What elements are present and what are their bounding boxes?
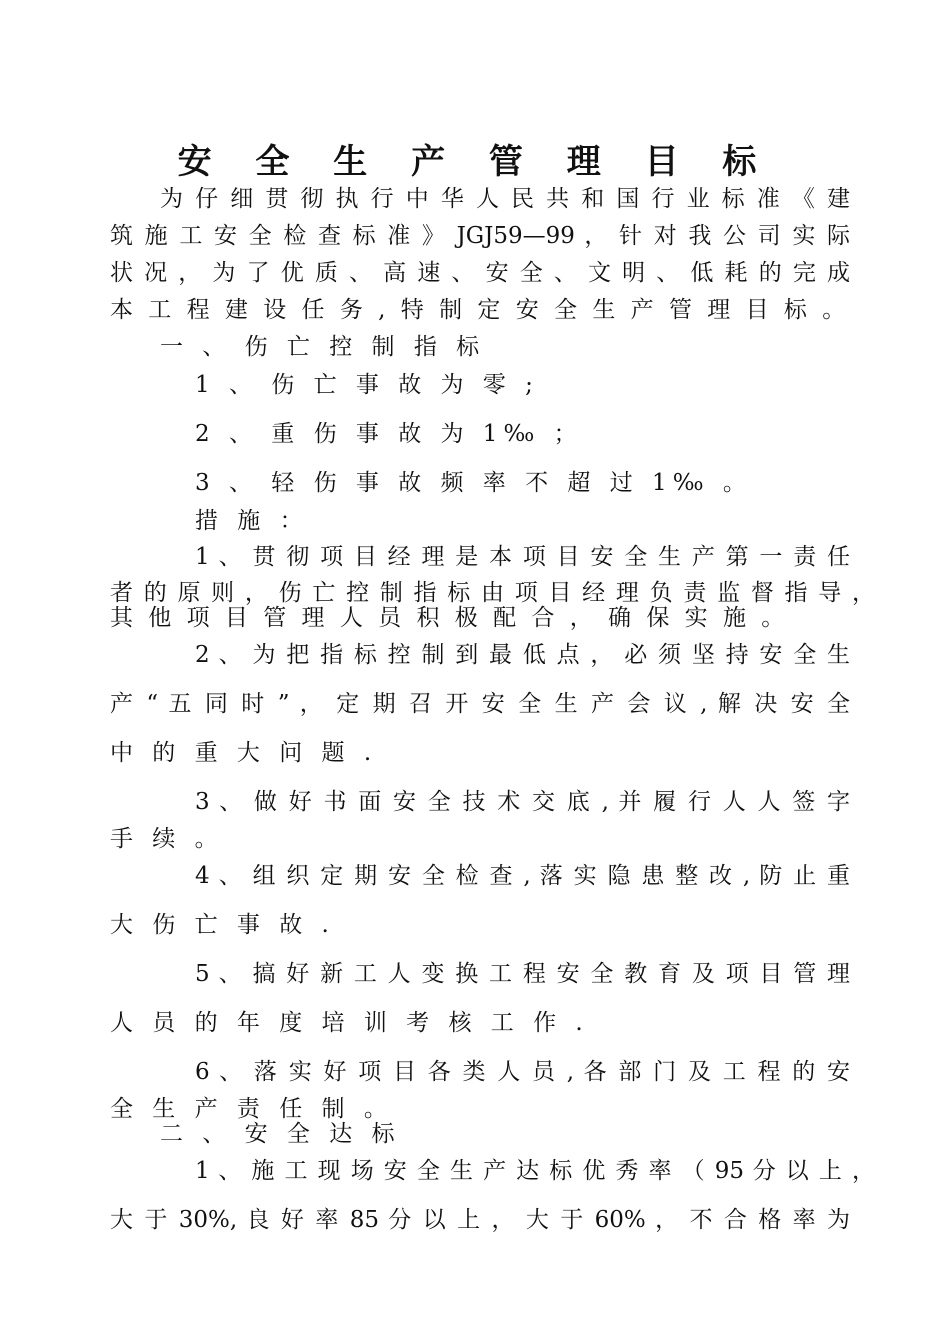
paragraph-line: 本 工 程 建 设 任 务 , 特 制 定 安 全 生 产 管 理 目 标 。	[110, 297, 850, 323]
section-heading: 二 、 安 全 达 标	[160, 1121, 401, 1147]
paragraph-line: 全 生 产 责 任 制 。	[110, 1096, 393, 1122]
paragraph-line: 6 、 落 实 好 项 目 各 类 人 员 , 各 部 门 及 工 程 的 安	[195, 1059, 850, 1085]
paragraph-line: 产 “ 五 同 时 ” ， 定 期 召 开 安 全 生 产 会 议 , 解 决 安 全	[110, 691, 850, 717]
list-item: 1 、 伤 亡 事 故 为 零 ;	[195, 372, 539, 398]
section-heading: 一 、 伤 亡 控 制 指 标	[160, 334, 486, 360]
paragraph-line: 大 伤 亡 事 故 .	[110, 912, 335, 938]
paragraph-line: 4 、 组 织 定 期 安 全 检 查 , 落 实 隐 患 整 改 , 防 止 重	[195, 863, 850, 889]
paragraph-line: 者 的 原 则 ， 伤 亡 控 制 指 标 由 项 目 经 理 负 责 监 督 指 导 ，	[110, 580, 875, 606]
paragraph-line: 2 、 为 把 指 标 控 制 到 最 低 点 ， 必 须 坚 持 安 全 生	[195, 642, 850, 668]
paragraph-line: 大 于 30%, 良 好 率 85 分 以 上 ， 大 于 60% ， 不 合 格 率 为	[110, 1207, 850, 1233]
list-item: 2 、 重 伤 事 故 为 1‰ ；	[195, 421, 583, 447]
paragraph-line: 筑 施 工 安 全 检 查 标 准 》 JGJ59—99 ， 针 对 我 公 司 实 际	[110, 223, 850, 249]
paragraph-line: 1 、 施 工 现 场 安 全 生 产 达 标 优 秀 率 （ 95 分 以 上 ，	[195, 1158, 875, 1184]
paragraph-line: 5 、 搞 好 新 工 人 变 换 工 程 安 全 教 育 及 项 目 管 理	[195, 961, 850, 987]
paragraph-line: 人 员 的 年 度 培 训 考 核 工 作 .	[110, 1010, 589, 1036]
paragraph-line: 中 的 重 大 问 题 .	[110, 740, 378, 766]
paragraph-line: 3 、 做 好 书 面 安 全 技 术 交 底 , 并 履 行 人 人 签 字	[195, 789, 850, 815]
paragraph-line: 状 况 ， 为 了 优 质 、 高 速 、 安 全 、 文 明 、 低 耗 的 完 成	[110, 260, 850, 286]
paragraph-line: 其 他 项 目 管 理 人 员 积 极 配 合 ， 确 保 实 施 。	[110, 605, 789, 631]
document-title: 安 全 生 产 管 理 目 标	[177, 142, 773, 182]
paragraph-line: 为 仔 细 贯 彻 执 行 中 华 人 民 共 和 国 行 业 标 准 《 建	[160, 186, 850, 212]
paragraph-line: 1 、 贯 彻 项 目 经 理 是 本 项 目 安 全 生 产 第 一 责 任	[195, 544, 850, 570]
paragraph-line: 手 续 。	[110, 826, 224, 852]
subsection-heading: 措 施 ：	[195, 508, 309, 534]
list-item: 3 、 轻 伤 事 故 频 率 不 超 过 1‰ 。	[195, 470, 752, 496]
